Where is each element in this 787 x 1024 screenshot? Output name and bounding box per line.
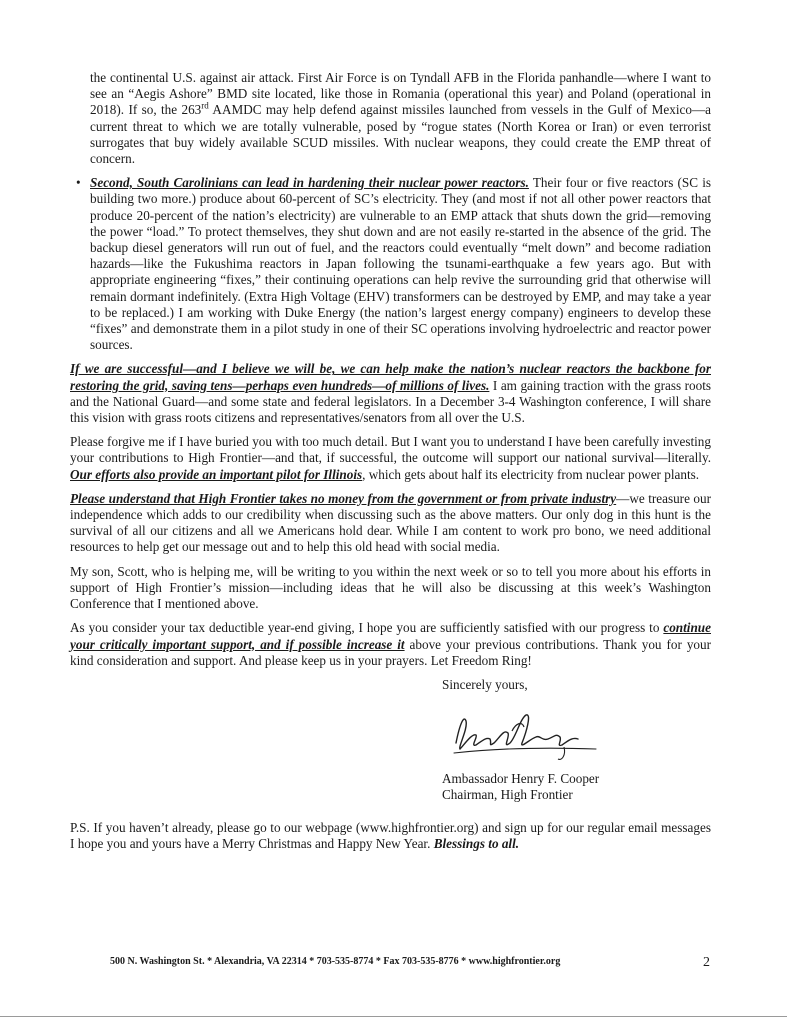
money-body-text: —we treasure our independence which adds to our credibility when discussing such as the above matters. Our only dog in this hunt is the survival of all our citizens and all we Americans hold dear. While I am content to work pro bono, we need additional resources to help get our message out and to help this old head with social media. [70,490,711,555]
postscript-text: P.S. If you haven’t already, please go to our webpage (www.highfrontier.org) and sign up for our regular email messages I hope you and yours have a Merry Christmas and Happy New Year. [70,819,711,851]
money-paragraph [70,491,711,556]
footer-address: 500 N. Washington St. * Alexandria, VA 22314 * 703-535-8774 * Fax 703-535-8776 * www.highfrontier.org [110,956,561,967]
postscript-emphasis: Blessings to all. [433,835,520,851]
success-lead-text: If we are successful—and I believe we will be, we can help make the nation’s nuclear reactors the backbone for restoring the grid, saving tens—perhaps even hundreds—of millions of lives. [70,361,711,393]
bullet-icon: • [76,175,81,191]
success-paragraph [70,361,711,426]
salutation: Sincerely yours, [442,676,528,692]
son-paragraph: My son, Scott, who is helping me, will be writing to you within the next week or so to tell you more about his efforts in support of High Frontier’s mission—including ideas that he will also be discussing at this week’s Washington Conference that I mentioned above. [70,563,711,612]
page-number: 2 [703,955,710,970]
money-lead-text: Please understand that High Frontier takes no money from the government or from private industry [70,490,617,506]
letter-body [70,70,711,860]
postscript [70,820,711,852]
bullet-lead-text: Second, South Carolinians can lead in hardening their nuclear power reactors. [90,175,529,191]
signer-name: Ambassador Henry F. Cooper [442,771,600,787]
giving-text-1: As you consider your tax deductible year-end giving, I hope you are sufficiently satisfied with our progress to [70,620,664,636]
giving-emphasis: continue your critically important support, and if possible increase it [70,620,711,652]
signature-image [450,703,711,765]
bullet-item-reactors [70,175,711,353]
page-edge-divider [0,1016,787,1017]
forgive-emphasis: Our efforts also provide an important pilot for Illinois [70,466,363,482]
bullet-body-text: Their four or five reactors (SC is building two more.) produce about 60-percent of SC’s electricity. They (and most if not all other power reactors that produce 20-percent of the nation’s electricity) are vulnerable to an EMP attack that shuts down the grid—removing the power “load.” To protect themselves, they shut down and are not easily re-started in the absence of the grid. The backup diesel generators will run out of fuel, and the reactors could eventually “melt down” and become radiation hazards—like the Fukushima reactors in Japan following the tsunami-earthquake a few years ago. But with appropriate engineering “fixes,” their continuing operations can help revive the surrounding grid that otherwise will remain dormant indefinitely. (Extra High Voltage (EHV) transformers can be destroyed by EMP, and may take a year to be replaced.) I am working with Duke Energy (the nation’s largest energy company) engineers to develop these “fixes” and demonstrate them in a pilot study in one of their SC operations involving hydroelectric and reactor power sources. [90,175,712,353]
forgive-text-2: , which gets about half its electricity from nuclear power plants. [362,466,700,482]
giving-text-2: above your previous contributions. Thank you for your kind consideration and support. And please keep us in your prayers. Let Freedom Ring! [70,636,711,668]
signature-icon [450,703,600,765]
forgive-text-1: Please forgive me if I have buried you with too much detail. But I want you to understand I have been carefully investing your contributions to High Frontier—and that, if successful, the outcome will support our national survival—literally. [70,434,711,466]
forgive-paragraph [70,434,711,483]
intro-text-2: AAMDC may help defend against missiles launched from vessels in the Gulf of Mexico—a current threat to which we are totally vulnerable, posed by “rogue states (North Korea or Iran) or even terrorist surrogates that buy widely available SCUD missiles. With nuclear weapons, they could create the EMP threat of concern. [90,102,712,167]
intro-text-1: the continental U.S. against air attack. First Air Force is on Tyndall AFB in the Florida panhandle—where I want to see an “Aegis Ashore” BMD site located, like those in Romania (operational this year) and Poland (operational in 2018). If so, the 263 [90,70,711,118]
giving-paragraph [70,620,711,669]
intro-paragraph [70,70,711,167]
ordinal-superscript: rd [201,101,209,112]
success-body-text: I am gaining traction with the grass roots and the National Guard—and some state and federal legislators. In a December 3-4 Washington conference, I will share this vision with grass roots citizens and representatives/senators from all over the U.S. [70,377,711,426]
signer-title: Chairman, High Frontier [442,787,573,803]
